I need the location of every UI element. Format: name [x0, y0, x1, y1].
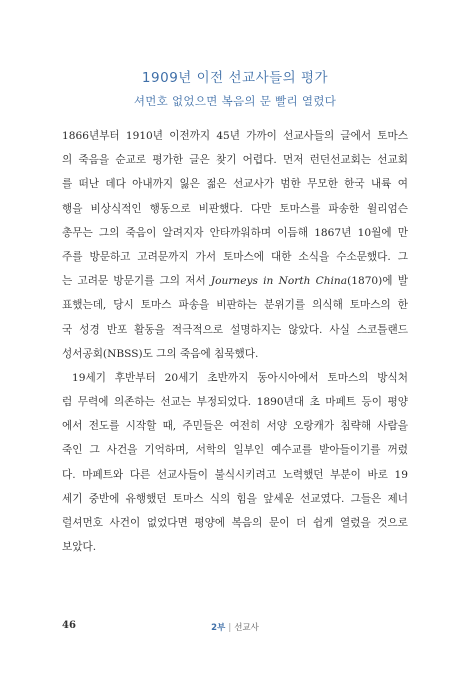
paragraph-1-line-10: 성서공회(NBSS)도 그의 죽음에 침묵했다.	[62, 347, 259, 360]
footer-separator: |	[228, 623, 232, 633]
running-footer	[0, 621, 470, 633]
paragraph-1-line-9: 국 성경 반포 활동을 적극적으로 설명하지는 않았다. 사실 스코틀랜드	[62, 323, 408, 336]
paragraph-2-line-1: 19세기 후반부터 20세기 초반까지 동아시아에서 토마스의 방식처	[72, 371, 408, 384]
paragraph-2-line-5: 다. 마페트와 다른 선교사들이 불식시키려고 노력했던 부분이 바로 19	[62, 468, 408, 481]
section-title: 1909년 이전 선교사들의 평가	[141, 70, 329, 86]
footer-part: 2부	[211, 623, 226, 633]
book-title: Journeys in North China	[210, 275, 348, 288]
paragraph-1-line-6: 주를 방문하고 고려문까지 가서 토마스에 대한 소식을 수소문했다. 그	[62, 250, 408, 263]
paragraph-1-line-1: 1866년부터 1910년 이전까지 45년 가까이 선교사들의 글에서 토마스	[62, 130, 408, 142]
paragraph-1-line-4: 행을 비상식적인 행동으로 비판했다. 다만 토마스를 파송한 윌리엄슨	[62, 202, 408, 215]
footer-section-name: 선교사	[234, 623, 259, 633]
paragraph-1-line-7	[62, 269, 408, 293]
paragraph-2-line-6: 세기 중반에 유행했던 토마스 식의 힘을 앞세운 선교였다. 그들은 제너	[62, 492, 408, 505]
paragraph-2-line-2: 럼 무력에 의존하는 선교는 부정되었다. 1890년대 초 마페트 등이 평양	[62, 396, 408, 409]
paragraph-1-line-8: 표했는데, 당시 토마스 파송을 비판하는 분위기를 의식해 토마스의 한	[62, 299, 408, 312]
paragraph-1-line-2: 의 죽음을 순교로 평가한 글은 찾기 어렵다. 먼저 런던선교회는 선교회	[62, 154, 408, 167]
paragraph-1-line-5: 총무는 그의 죽음이 알려지자 안타까워하며 이듬해 1867년 10월에 만	[62, 226, 408, 239]
paragraph-2-line-3: 에서 전도를 시작할 때, 주민들은 여전히 서양 오랑캐가 침략해 사람을	[62, 420, 408, 433]
paragraph-2-line-8: 보았다.	[62, 541, 97, 554]
paragraph-2-line-4: 죽인 그 사건을 기억하며, 서학의 일부인 예수교를 받아들이기를 꺼렸	[62, 444, 408, 457]
paragraph-2-line-7: 럴셔먼호 사건이 없었다면 평양에 복음의 문이 더 쉽게 열렸을 것으로	[62, 517, 408, 529]
paragraph-1-line-7-text: 는 고려문 방문기를 그의 저서	[62, 275, 211, 288]
section-subtitle: 셔먼호 없었으면 복음의 문 빨리 열렸다	[133, 94, 337, 108]
page-number: 46	[62, 620, 76, 631]
body-text	[62, 124, 408, 559]
book-title-suffix: (1870)에 발	[347, 275, 408, 288]
paragraph-1-line-3: 를 떠난 데다 아내까지 잃은 젊은 선교사가 범한 무모한 한국 내륙 여	[62, 178, 408, 191]
